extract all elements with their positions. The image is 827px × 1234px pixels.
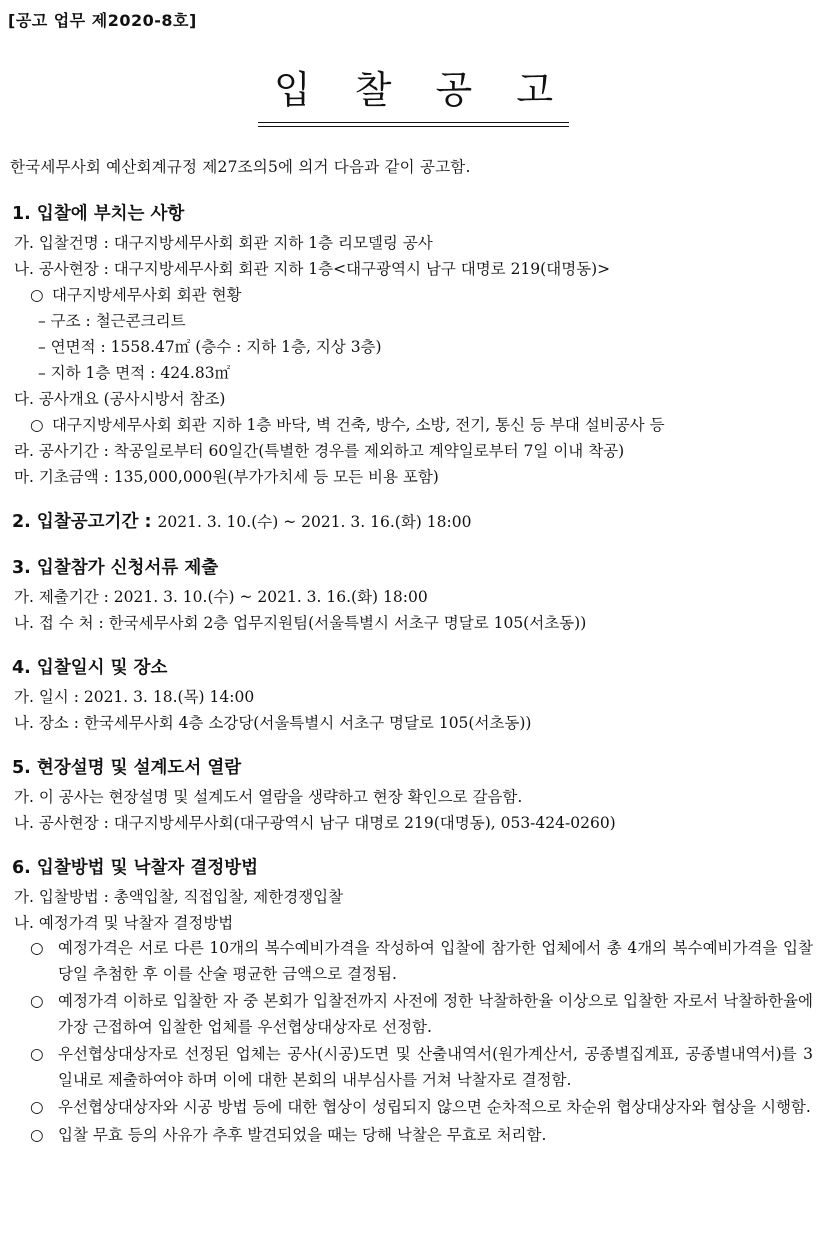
section-6-paragraph-text: 예정가격은 서로 다른 10개의 복수예비가격을 작성하여 입찰에 참가한 업체에서 총 4개의 복수예비가격을 입찰 당일 추첨한 후 이를 산술 평균한 금액으로 결정됨. [58,939,813,983]
section-6-paragraph-text: 우선협상대상자로 선정된 업체는 공사(시공)도면 및 산출내역서(원가계산서, 공종별집계표, 공종별내역서)를 3일내로 제출하여야 하며 이에 대한 본회의 내부심사를 거쳐 낙찰자로 결정함. [58,1045,813,1089]
section-1-item-da: 다. 공사개요 (공사시방서 참조) [14,390,226,408]
section-1-basement-area: – 지하 1층 면적 : 424.83㎡ [38,364,231,382]
circle-bullet: ○ [30,286,44,304]
document-title-block [0,66,827,123]
section-1-status-bullet [0,282,827,308]
section-5-item-na: 나. 공사현장 : 대구지방세무사회(대구광역시 남구 대명로 219(대명동), 053-424-0260) [14,814,616,832]
section-1-status-text: 대구지방세무사회 회관 현황 [52,286,242,304]
section-4-item-na: 나. 장소 : 한국세무사회 4층 소강당(서울특별시 서초구 명달로 105(서초동)) [14,714,532,732]
circle-bullet: ○ [30,992,44,1010]
section-4-item-ga: 가. 일시 : 2021. 3. 18.(목) 14:00 [14,688,255,706]
section-6-heading: 6. 입찰방법 및 낙찰자 결정방법 [12,858,259,878]
section-2-heading-label: 2. 입찰공고기간 : [12,512,152,532]
section-1-item-ra: 라. 공사기간 : 착공일로부터 60일간(특별한 경우를 제외하고 계약일로부터 7일 이내 착공) [14,442,625,460]
section-5-heading: 5. 현장설명 및 설계도서 열람 [12,758,242,778]
section-1-total-area: – 연면적 : 1558.47㎡ (층수 : 지하 1층, 지상 3층) [38,338,382,356]
section-5-item-ga: 가. 이 공사는 현장설명 및 설계도서 열람을 생략하고 현장 확인으로 갈음함. [14,788,523,806]
section-2-period: 2021. 3. 10.(수) ~ 2021. 3. 16.(화) 18:00 [157,513,472,531]
section-6-paragraph-text: 입찰 무효 등의 사유가 추후 발견되었을 때는 당해 낙찰은 무효로 처리함. [58,1125,547,1144]
circle-bullet: ○ [30,1045,44,1063]
section-6-paragraph [0,989,827,1040]
section-6-paragraph-text: 우선협상대상자와 시공 방법 등에 대한 협상이 성립되지 않으면 순차적으로 차순위 협상대상자와 협상을 시행함. [58,1098,811,1116]
section-3 [0,554,827,636]
section-1-heading: 1. 입찰에 부치는 사항 [12,204,185,224]
section-6-paragraph [0,1123,827,1149]
circle-bullet: ○ [30,1125,44,1144]
section-6-item-ga: 가. 입찰방법 : 총액입찰, 직접입찰, 제한경쟁입찰 [14,888,344,906]
section-4-heading: 4. 입찰일시 및 장소 [12,658,168,678]
section-2-heading [0,508,827,536]
section-6-paragraph [0,936,827,987]
section-5 [0,754,827,836]
section-3-heading: 3. 입찰참가 신청서류 제출 [12,558,219,578]
notice-number: [공고 업무 제2020-8호] [8,11,197,30]
section-4 [0,654,827,736]
section-6-paragraph [0,1042,827,1093]
section-1-item-ga: 가. 입찰건명 : 대구지방세무사회 회관 지하 1층 리모델링 공사 [14,234,433,252]
section-3-item-na: 나. 접 수 처 : 한국세무사회 2층 업무지원팀(서울특별시 서초구 명달로 105(서초동)) [14,614,587,632]
section-1-structure: – 구조 : 철근콘크리트 [38,312,186,330]
section-6-paragraph-text: 예정가격 이하로 입찰한 자 중 본회가 입찰전까지 사전에 정한 낙찰하한율 이상으로 입찰한 자로서 낙찰하한율에 가장 근접하여 입찰한 업체를 우선협상대상자로 선정함. [58,992,813,1036]
section-1-scope-text: 대구지방세무사회 회관 지하 1층 바닥, 벽 건축, 방수, 소방, 전기, 통신 등 부대 설비공사 등 [52,416,665,434]
section-2 [0,508,827,536]
intro-text: 한국세무사회 예산회계규정 제27조의5에 의거 다음과 같이 공고함. [10,158,471,176]
section-3-item-ga: 가. 제출기간 : 2021. 3. 10.(수) ~ 2021. 3. 16.(화) 18:00 [14,588,428,606]
section-6 [0,854,827,1148]
circle-bullet: ○ [30,416,44,434]
section-1-scope-bullet [0,412,827,438]
circle-bullet: ○ [30,1098,44,1116]
section-1-item-na: 나. 공사현장 : 대구지방세무사회 회관 지하 1층<대구광역시 남구 대명로 219(대명동)> [14,260,611,278]
section-1 [0,200,827,490]
section-1-item-ma: 마. 기초금액 : 135,000,000원(부가가치세 등 모든 비용 포함) [14,468,439,486]
section-6-item-na: 나. 예정가격 및 낙찰자 결정방법 [14,914,234,932]
circle-bullet: ○ [30,939,44,957]
section-6-paragraph [0,1095,827,1121]
document-body [0,200,827,1166]
document-title: 입 찰 공 고 [258,66,569,123]
